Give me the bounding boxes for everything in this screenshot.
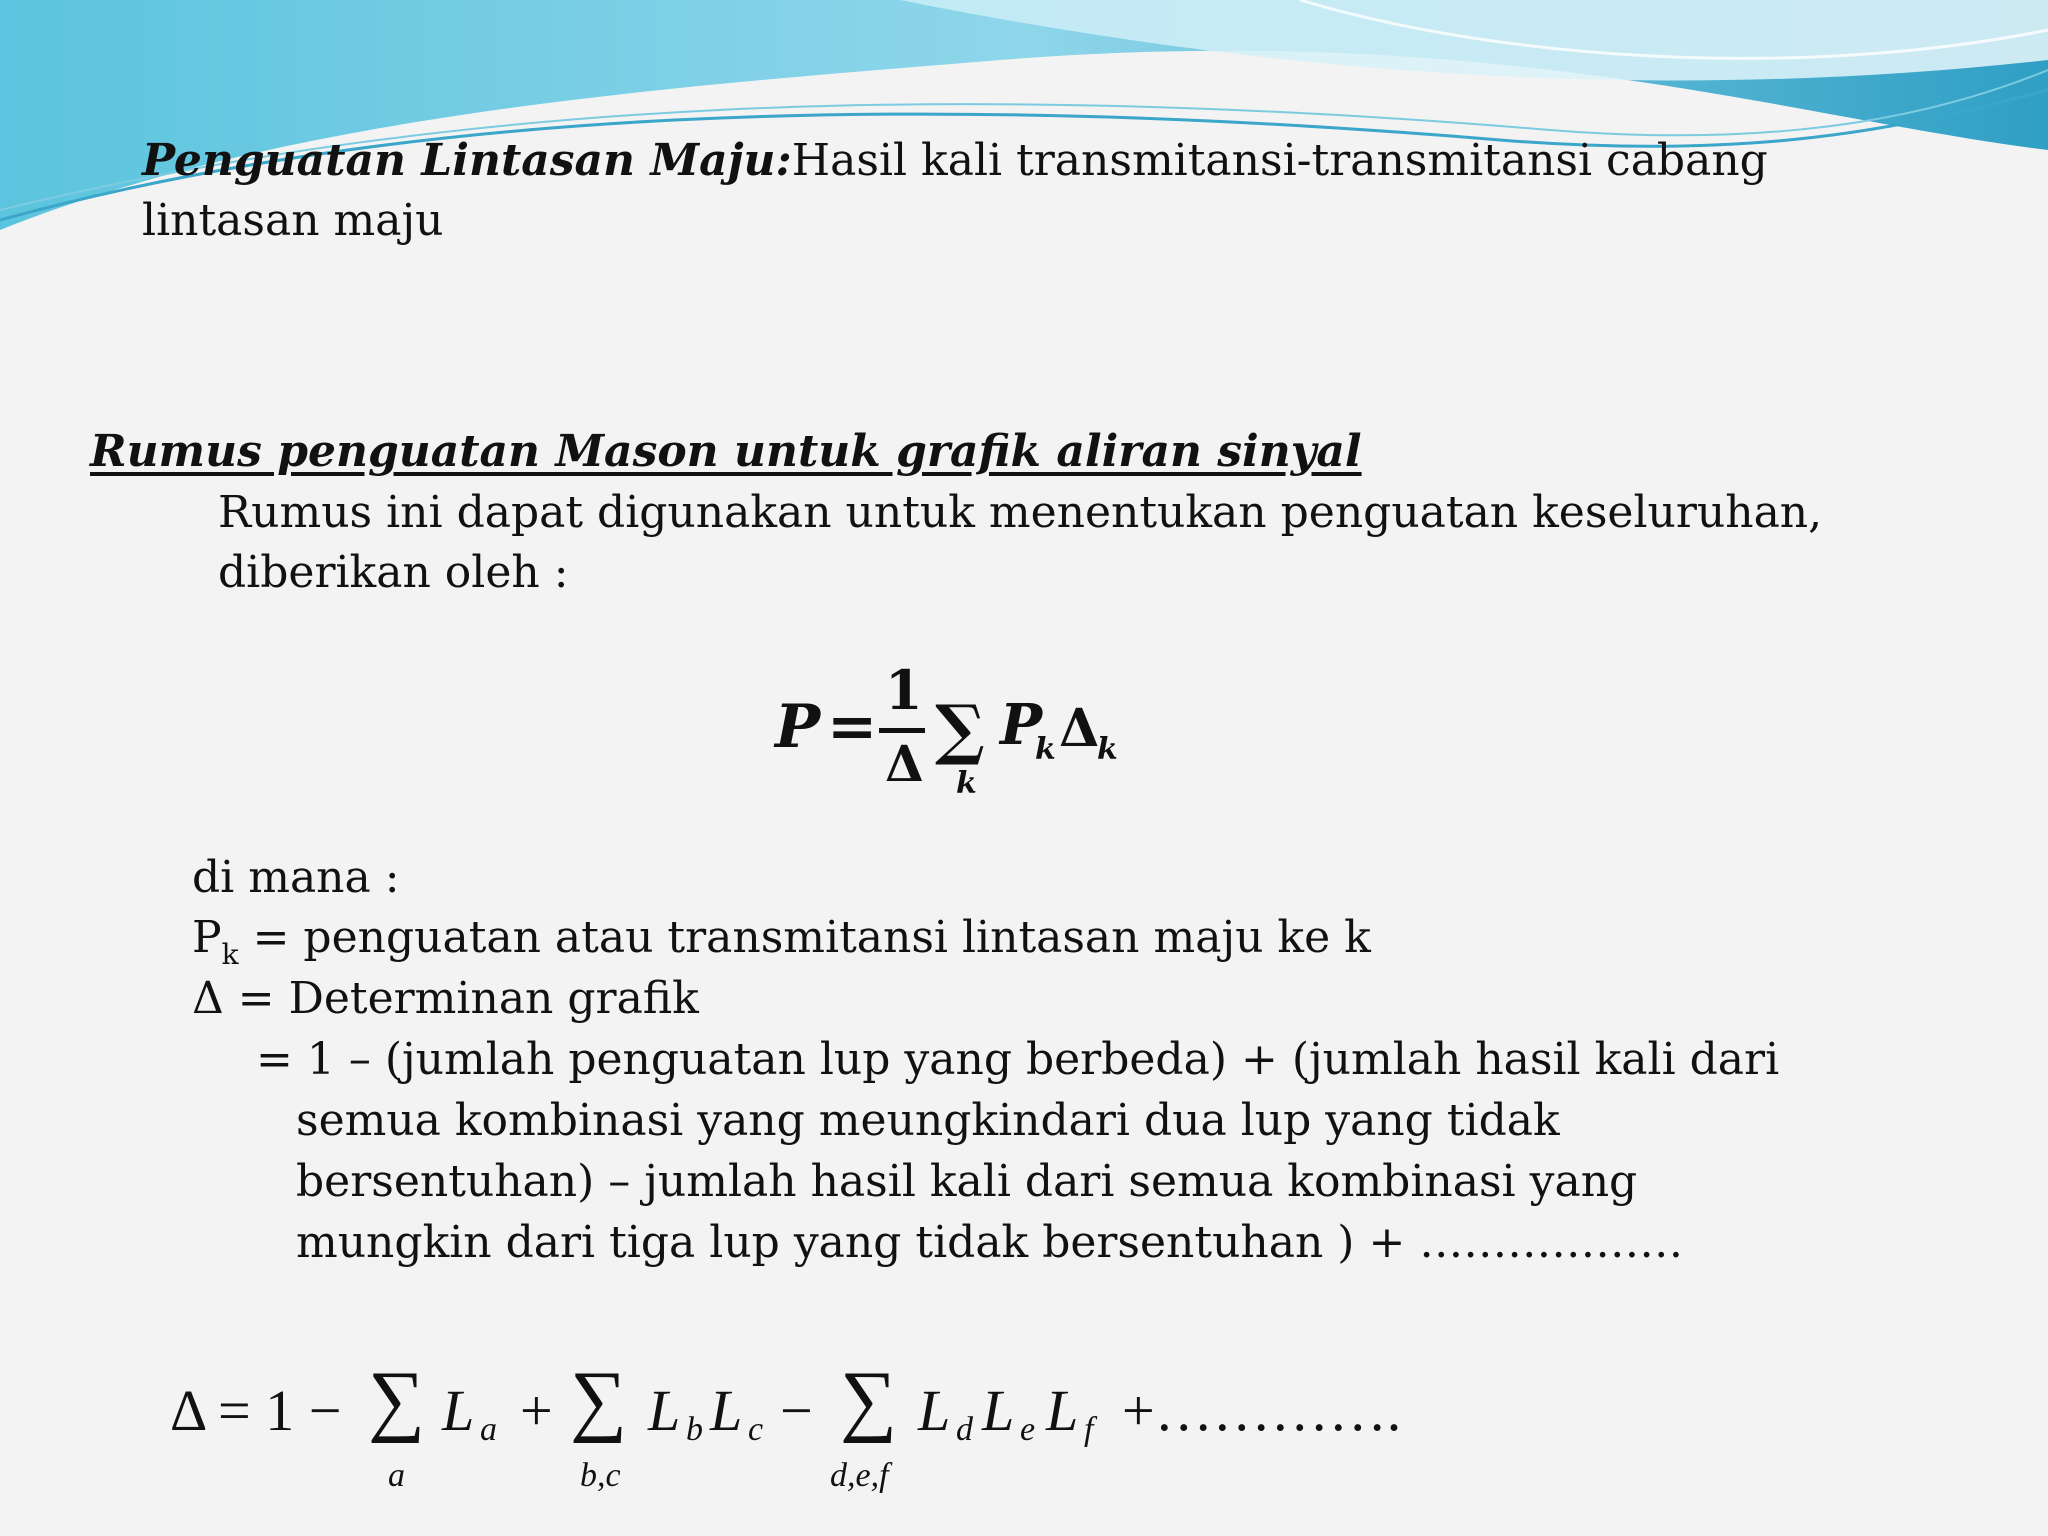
pk-subscript: k [221,938,239,971]
delta-sub-b: b [686,1411,703,1448]
delta-formula [170,1355,1430,1505]
delta-index-a: a [388,1457,405,1494]
delta-term-le: L [982,1378,1015,1443]
delta-sub-e: e [1020,1411,1036,1448]
delta-term-lc: L [710,1378,743,1443]
delta-plus-dots: +…………. [1122,1378,1402,1443]
formula-denominator: Δ [885,734,924,793]
delta-eq-one-minus: = 1 − [218,1378,342,1443]
delta-index-def: d,e,f [830,1457,889,1494]
delta-index-bc: b,c [580,1457,621,1494]
section-title: Rumus penguatan Mason untuk grafik aliran sinyal [90,426,1362,477]
term-p-sub: k [1035,732,1056,767]
delta-term-lb: L [648,1378,681,1443]
delta-explanation-line-1: = 1 – (jumlah penguatan lup yang berbeda) + (jumlah hasil kali dari [256,1034,1780,1085]
delta-explanation-line-4: mungkin dari tiga lup yang tidak bersentuhan ) + ……………… [296,1217,1684,1268]
delta-sum-1: ∑ [368,1356,426,1444]
pk-text: = penguatan atau transmitansi lintasan maju ke k [238,912,1371,963]
fraction-bar [879,728,925,733]
delta-explanation-line-2: semua kombinasi yang meungkindari dua lup yang tidak [296,1095,1560,1146]
delta-sub-a: a [480,1411,497,1448]
delta-sub-f: f [1084,1411,1094,1448]
formula-numerator: 1 [885,658,923,722]
delta-lhs: Δ [170,1378,208,1443]
delta-term-ld: L [918,1378,951,1443]
sum-index: k [956,766,977,801]
delta-sum-3: ∑ [840,1356,898,1444]
where-label: di mana : [192,852,400,903]
delta-sub-c: c [748,1411,764,1448]
heading-line-1 [142,131,1768,191]
term-delta: Δ [1059,698,1100,759]
heading-text: Hasil kali transmitansi-transmitansi cabang [791,135,1768,186]
delta-definition: Δ = Determinan grafik [192,973,699,1024]
delta-plus: + [520,1378,553,1443]
formula-equals: = [827,692,878,762]
delta-term-la: L [442,1378,475,1443]
mason-gain-formula [775,650,1155,810]
sum-symbol: ∑ [935,690,985,768]
heading-label: Penguatan Lintasan Maju: [142,135,792,186]
pk-symbol: P [192,912,222,963]
term-delta-sub: k [1097,732,1118,767]
heading-line-2: lintasan maju [142,195,444,246]
intro-line-1: Rumus ini dapat digunakan untuk menentukan penguatan keseluruhan, [218,487,1823,538]
pk-definition [192,908,1371,973]
intro-line-2: diberikan oleh : [218,547,569,598]
delta-sum-2: ∑ [570,1356,628,1444]
formula-lhs: P [775,692,821,762]
delta-sub-d: d [956,1411,973,1448]
term-p: P [1000,692,1043,758]
delta-term-lf: L [1046,1378,1079,1443]
delta-minus: − [780,1378,813,1443]
delta-explanation-line-3: bersentuhan) – jumlah hasil kali dari semua kombinasi yang [296,1156,1638,1207]
